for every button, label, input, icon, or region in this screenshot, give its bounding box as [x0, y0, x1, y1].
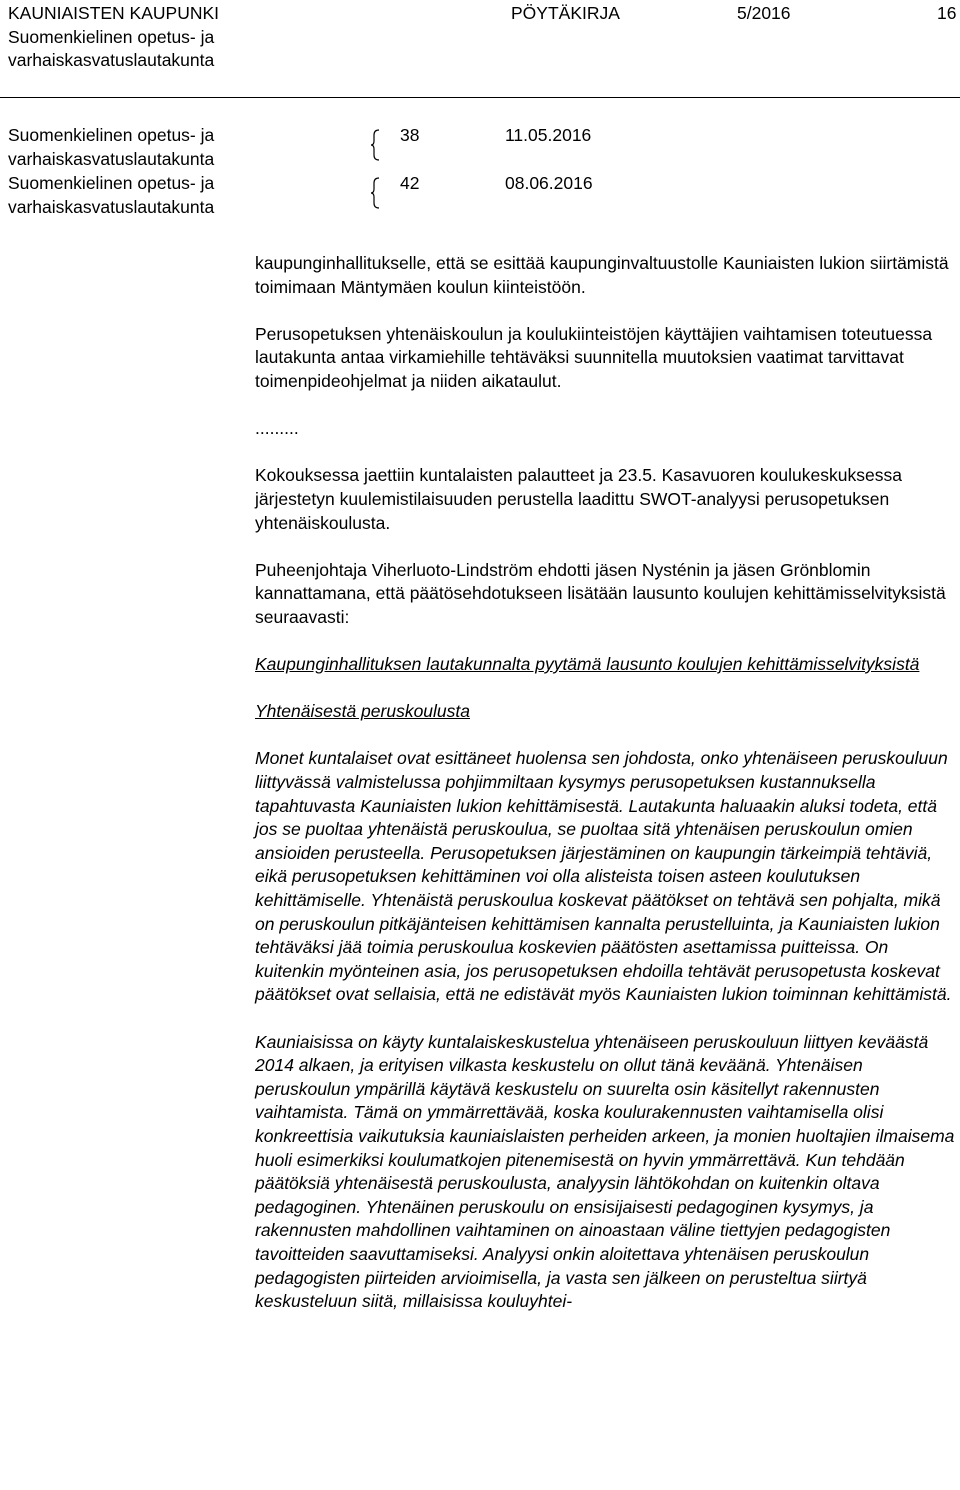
minutes-content [255, 252, 955, 1314]
statement-paragraph-1: Monet kuntalaiset ovat esittäneet huolensa sen johdosta, onko yhtenäiseen peruskouluun liittyvässä valmistelussa pohjimmiltaan kysymys perusopetuksen kustannuksella tapahtuvasta Kauniaisten lukion kehittämisestä. Lautakunta haluaakin aluksi todeta, että jos se puoltaa yhtenäistä peruskoulua, se puoltaa sitä yhtenäisen peruskoulun omien ansioiden perusteella. Perusopetuksen järjestäminen on kaupungin tärkeimpiä tehtäviä, eikä perusopetuksen kehittäminen voi olla alisteista toisen asteen koulutuksen kehittämiselle. Yhtenäistä peruskoulua koskevat päätökset on tehtävä sen pohjalta, mikä on peruskoulun pitkäjänteisen kehittämisen kannalta perustelluinta, ja Kauniaisten lukion tehtäväksi jää toimia peruskoulua koskevien päätösten asettamissa puitteissa. On kuitenkin myönteinen asia, jos perusopetuksen ehdoilla tehtävät perusopetusta koskevat päätökset ovat sellaisia, että ne edistävät myös Kauniaisten lukion toiminnan kehittämistä. [255, 748, 952, 1005]
history-body-name: Suomenkielinen opetus- ja varhaiskasvatuslautakunta [8, 125, 215, 169]
paragraph-meeting-materials: Kokouksessa jaettiin kuntalaisten palautteet ja 23.5. Kasavuoren koulukeskuksessa järjestetyn kuulemistilaisuuden perustella laadittu SWOT-analyysi perusopetuksen yhtenäiskoulusta. [255, 465, 902, 533]
omission-marker: ......... [255, 418, 299, 439]
bracket-icon [370, 177, 380, 209]
page-number: 16 [937, 3, 957, 23]
statement-paragraph-2: Kauniaisissa on käyty kuntalaiskeskustelua yhtenäiseen peruskouluun liittyen keväästä 2014 alkaen, ja erityisen vilkasta keskustelu on ollut tänä keväänä. Yhtenäisen peruskoulun ympärillä käytävä keskustelu on suurelta osin käsitellyt rakennusten vaihtamista. Tämä on ymmärrettävää, koska koulurakennusten vaihtamisella olisi konkreettisia vaikutuksia kauniaislaisten perheiden arkeen, ja monien huoltajien ilmaisema huoli esimerkiksi koulumatkojen pitenemisestä on hyvin ymmärrettävä. Kun tehdään päätöksiä yhtenäisestä peruskoulusta, analyysin lähtökohdan on kuitenkin oltava pedagoginen. Yhtenäinen peruskoulu on ensisijaisesti pedagoginen kysymys, ja rakennusten mahdollinen vaihtaminen on ainoastaan väline tiettyjen pedagogisten tavoitteiden saavuttamiseksi. Analyysi onkin aloitettava yhtenäisen peruskoulun pedagogisten piirteiden arvioimisella, ja vasta sen jälkeen on perusteltua siirtyä keskusteluun siitä, millaisissa kouluyhtei- [255, 1031, 955, 1312]
header-divider [0, 97, 960, 98]
paragraph-implementation: Perusopetuksen yhtenäiskoulun ja koulukiinteistöjen käyttäjien vaihtamisen toteutuessa lautakunta antaa virkamiehille tehtäväksi suunnitella muutoksien vaatimat tarvittavat toimenpideohjelmat ja niiden aikataulut. [255, 323, 933, 391]
document-number: 5/2016 [737, 3, 791, 23]
history-row [8, 172, 708, 220]
document-type: PÖYTÄKIRJA [511, 3, 620, 23]
history-row [8, 124, 708, 172]
document-header [0, 0, 960, 98]
statement-subheading: Yhtenäisestä peruskoulusta [255, 701, 470, 722]
bracket-icon [370, 129, 380, 161]
statement-heading: Kaupunginhallituksen lautakunnalta pyytämä lausunto koulujen kehittämisselvityksistä [255, 654, 920, 675]
handling-history [8, 124, 708, 220]
organization-name: KAUNIAISTEN KAUPUNKI Suomenkielinen opetus- ja varhaiskasvatuslautakunta [8, 3, 220, 71]
history-date: 08.06.2016 [505, 173, 593, 193]
history-section-number: 38 [400, 125, 420, 145]
history-body-name: Suomenkielinen opetus- ja varhaiskasvatuslautakunta [8, 173, 215, 217]
history-date: 11.05.2016 [505, 125, 592, 145]
paragraph-proposal-end: kaupunginhallitukselle, että se esittää kaupunginvaltuustolle Kauniaisten lukion siirtämistä toimimaan Mäntymäen koulun kiinteistöön. [255, 253, 949, 297]
history-section-number: 42 [400, 173, 420, 193]
paragraph-chair-proposal: Puheenjohtaja Viherluoto-Lindström ehdotti jäsen Nysténin ja jäsen Grönblomin kannattamana, että päätösehdotukseen lisätään lausunto koulujen kehittämisselvityksistä seuraavasti: [255, 559, 946, 627]
